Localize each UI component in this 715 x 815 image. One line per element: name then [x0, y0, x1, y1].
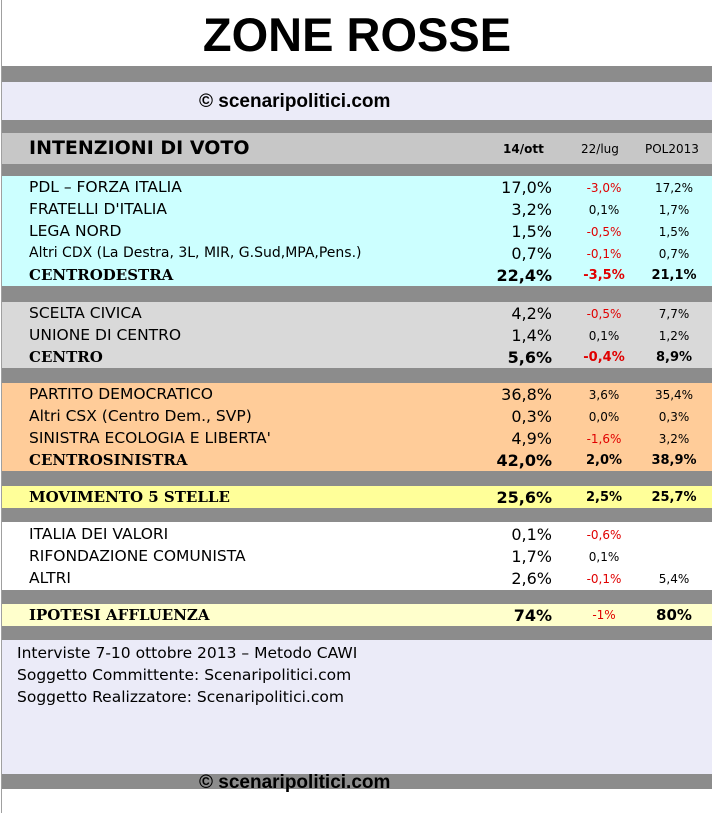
- value-22-lug: -1%: [592, 608, 616, 622]
- value-pol2013: 3,2%: [658, 432, 690, 446]
- value-22-lug: 3,6%: [588, 388, 620, 402]
- value-pol2013: 0,7%: [658, 247, 690, 261]
- party-label: PARTITO DEMOCRATICO: [29, 385, 213, 403]
- value-22-lug: 0,1%: [588, 203, 620, 217]
- notes-panel: [2, 640, 712, 774]
- value-pol2013: 0,3%: [658, 410, 690, 424]
- value-22-lug: -3,5%: [583, 268, 625, 283]
- value-22-lug: -0,1%: [586, 572, 622, 586]
- value-22-lug: -3,0%: [586, 181, 622, 195]
- table-row: [2, 545, 712, 567]
- party-label: ALTRI: [29, 569, 71, 587]
- column-header-pol2013: POL2013: [645, 142, 699, 156]
- group-total-label: CENTRO: [29, 348, 103, 366]
- party-label: SCELTA CIVICA: [29, 304, 142, 322]
- total-row-affluenza: [2, 604, 712, 626]
- note-interviste: Interviste 7-10 ottobre 2013 – Metodo CAWI: [17, 644, 358, 662]
- value-22-lug: -0,5%: [586, 307, 622, 321]
- value-14-ott: 1,5%: [511, 222, 552, 241]
- party-label: RIFONDAZIONE COMUNISTA: [29, 547, 246, 565]
- value-14-ott: 0,3%: [511, 407, 552, 426]
- copyright-text-bottom: © scenaripolitici.com: [199, 772, 391, 793]
- value-14-ott: 0,1%: [511, 525, 552, 544]
- party-label: FRATELLI D'ITALIA: [29, 200, 167, 218]
- value-pol2013: 1,2%: [658, 329, 690, 343]
- group-m5s: [2, 486, 712, 508]
- total-row-centrosinistra: [2, 449, 712, 471]
- value-22-lug: 0,0%: [588, 410, 620, 424]
- total-row-centrodestra: [2, 264, 712, 286]
- note-realizzatore: Soggetto Realizzatore: Scenaripolitici.com: [17, 688, 344, 706]
- value-pol2013: 1,7%: [658, 203, 690, 217]
- table-row: [2, 567, 712, 589]
- value-14-ott: 25,6%: [496, 488, 552, 507]
- group-centrodestra: [2, 176, 712, 286]
- value-pol2013: 8,9%: [655, 350, 693, 365]
- copyright-band-top: [2, 82, 712, 120]
- group-total-label: IPOTESI AFFLUENZA: [29, 606, 210, 624]
- value-pol2013: 1,5%: [658, 225, 690, 239]
- divider: [2, 368, 712, 383]
- divider: [2, 164, 712, 176]
- party-label: Altri CSX (Centro Dem., SVP): [29, 407, 252, 425]
- value-pol2013: 38,9%: [651, 453, 697, 468]
- value-pol2013: 7,7%: [658, 307, 690, 321]
- column-header-14-ott: 14/ott: [503, 142, 544, 156]
- divider: [2, 626, 712, 640]
- value-22-lug: 2,0%: [585, 453, 623, 468]
- group-centrosinistra: [2, 383, 712, 471]
- value-14-ott: 2,6%: [511, 569, 552, 588]
- value-22-lug: 2,5%: [585, 490, 623, 505]
- party-label: SINISTRA ECOLOGIA E LIBERTA': [29, 429, 271, 447]
- table-row: [2, 220, 712, 242]
- party-label: UNIONE DI CENTRO: [29, 326, 182, 344]
- group-total-label: CENTROSINISTRA: [29, 451, 188, 469]
- party-label: LEGA NORD: [29, 222, 122, 240]
- value-pol2013: 80%: [656, 606, 692, 624]
- value-14-ott: 4,2%: [511, 304, 552, 323]
- value-14-ott: 22,4%: [496, 266, 552, 285]
- group-altri: [2, 522, 712, 590]
- value-14-ott: 1,7%: [511, 547, 552, 566]
- value-14-ott: 4,9%: [511, 429, 552, 448]
- value-14-ott: 74%: [513, 606, 552, 625]
- value-pol2013: 35,4%: [654, 388, 694, 402]
- divider: [2, 590, 712, 604]
- group-centro: [2, 302, 712, 368]
- party-label: PDL – FORZA ITALIA: [29, 178, 182, 196]
- section-title: INTENZIONI DI VOTO: [29, 137, 250, 159]
- divider: [2, 508, 712, 522]
- table-row: [2, 242, 712, 264]
- value-22-lug: 0,1%: [588, 550, 620, 564]
- table-row: [2, 427, 712, 449]
- note-committente: Soggetto Committente: Scenaripolitici.com: [17, 666, 352, 684]
- party-label: Altri CDX (La Destra, 3L, MIR, G.Sud,MPA,Pens.): [29, 245, 362, 261]
- value-22-lug: -0,1%: [586, 247, 622, 261]
- value-pol2013: 25,7%: [651, 490, 697, 505]
- divider: [2, 286, 712, 302]
- copyright-band-bottom: [2, 772, 712, 813]
- table-row: [2, 176, 712, 198]
- value-14-ott: 1,4%: [511, 326, 552, 345]
- value-14-ott: 36,8%: [501, 385, 552, 404]
- table-row: [2, 405, 712, 427]
- total-row-centro: [2, 346, 712, 368]
- divider: [2, 120, 712, 133]
- table-row: [2, 523, 712, 545]
- group-total-label: CENTRODESTRA: [29, 266, 174, 284]
- page-title: ZONE ROSSE: [2, 0, 712, 66]
- column-header-22-lug: 22/lug: [581, 142, 619, 156]
- table-row: [2, 302, 712, 324]
- value-22-lug: -0,6%: [586, 528, 622, 542]
- table-header: [2, 133, 712, 164]
- value-pol2013: 5,4%: [658, 572, 690, 586]
- group-total-label: MOVIMENTO 5 STELLE: [29, 488, 230, 506]
- total-row-m5s: [2, 486, 712, 508]
- copyright-text-top: © scenaripolitici.com: [199, 91, 391, 112]
- value-14-ott: 3,2%: [511, 200, 552, 219]
- value-22-lug: -0,4%: [583, 350, 625, 365]
- value-22-lug: 0,1%: [588, 329, 620, 343]
- value-14-ott: 17,0%: [501, 178, 552, 197]
- value-14-ott: 0,7%: [511, 244, 552, 263]
- table-row: [2, 198, 712, 220]
- value-pol2013: 17,2%: [654, 181, 694, 195]
- value-pol2013: 21,1%: [651, 268, 697, 283]
- value-14-ott: 42,0%: [496, 451, 552, 470]
- value-22-lug: -1,6%: [586, 432, 622, 446]
- divider: [2, 471, 712, 486]
- value-14-ott: 5,6%: [507, 348, 552, 367]
- value-22-lug: -0,5%: [586, 225, 622, 239]
- table-row: [2, 324, 712, 346]
- table-row: [2, 383, 712, 405]
- divider: [2, 66, 712, 82]
- group-affluenza: [2, 604, 712, 626]
- party-label: ITALIA DEI VALORI: [29, 525, 169, 543]
